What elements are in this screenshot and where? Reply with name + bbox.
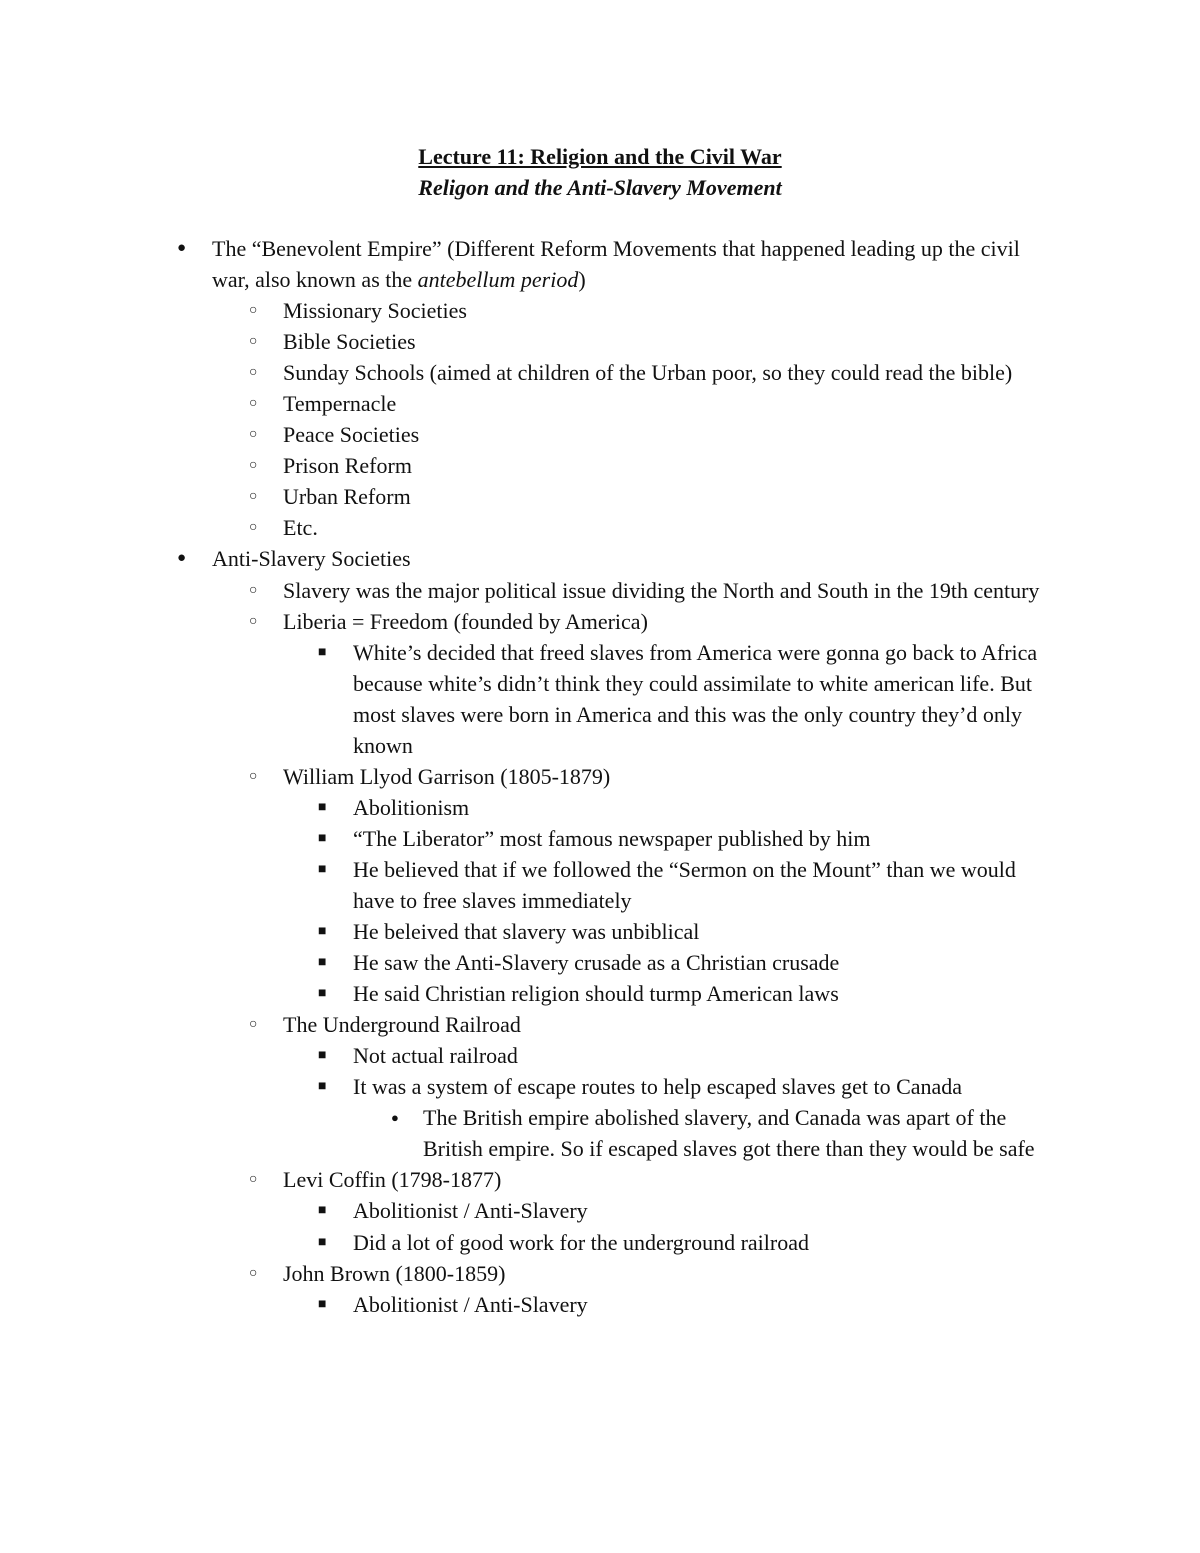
item-text: Bible Societies: [283, 329, 416, 355]
square-bullet-icon: ■: [318, 1203, 327, 1219]
filled-circle-bullet-icon: ●: [177, 550, 187, 567]
list-item: [0, 1227, 1053, 1258]
square-bullet-icon: ■: [318, 861, 327, 877]
square-bullet-icon: ■: [318, 1296, 327, 1312]
list-item: [0, 1071, 1053, 1102]
square-bullet-icon: ■: [318, 1234, 327, 1250]
item-text: Abolitionist / Anti-Slavery: [353, 1291, 588, 1317]
item-text: Abolitionist / Anti-Slavery: [353, 1198, 588, 1224]
list-item: [0, 326, 1042, 357]
item-text: Sunday Schools (aimed at children of the Urban poor, so they could read the bible): [283, 360, 1013, 386]
item-text: Missionary Societies: [283, 298, 467, 324]
hollow-circle-bullet-icon: ○: [249, 768, 258, 784]
list-item: [0, 295, 1042, 326]
item-text: He beleived that slavery was unbiblical: [353, 919, 700, 945]
item-text: Slavery was the major political issue dividing the North and South in the 19th century: [283, 577, 1040, 603]
list-item: [0, 1164, 1042, 1195]
list-item: [0, 1289, 1053, 1320]
item-text: Liberia = Freedom (founded by America): [283, 608, 648, 634]
list-item: [0, 419, 1042, 450]
hollow-circle-bullet-icon: ○: [249, 1265, 258, 1281]
list-item: [0, 947, 1053, 978]
outline-item-benevolent-empire: [0, 233, 1042, 295]
list-item: [0, 450, 1042, 481]
square-bullet-icon: ■: [318, 924, 327, 940]
item-text: It was a system of escape routes to help escaped slaves get to Canada: [353, 1074, 963, 1100]
item-text: Did a lot of good work for the underground railroad: [353, 1229, 809, 1255]
lecture-outline: [0, 233, 1200, 1320]
item-text: Abolitionism: [353, 794, 470, 820]
list-item: [0, 1009, 1042, 1040]
hollow-circle-bullet-icon: ○: [249, 520, 258, 536]
hollow-circle-bullet-icon: ○: [249, 489, 258, 505]
square-bullet-icon: ■: [318, 799, 327, 815]
hollow-circle-bullet-icon: ○: [249, 396, 258, 412]
list-item: [0, 606, 1042, 637]
item-text: The “Benevolent Empire” (Different Reform Movements that happened leading up the civil war, also known as the: [212, 236, 1020, 293]
item-text: He believed that if we followed the “Sermon on the Mount” than we would have to free slaves immediately: [353, 856, 1016, 913]
list-item: [0, 481, 1042, 512]
list-item: [0, 792, 1053, 823]
list-item: [0, 854, 1053, 916]
outline-item-anti-slavery-societies: [0, 543, 1042, 574]
item-text: Etc.: [283, 515, 318, 541]
filled-circle-bullet-icon: ●: [177, 240, 187, 256]
list-item: [0, 761, 1042, 792]
page-subtitle: Religon and the Anti-Slavery Movement: [418, 175, 782, 200]
list-item: [0, 978, 1053, 1009]
item-text: Levi Coffin (1798-1877): [283, 1167, 502, 1193]
item-text: John Brown (1800-1859): [283, 1260, 506, 1286]
hollow-circle-bullet-icon: ○: [249, 458, 258, 474]
item-text: The Underground Railroad: [283, 1012, 521, 1038]
item-text: William Llyod Garrison (1805-1879): [283, 763, 611, 789]
list-item: [0, 916, 1053, 947]
square-bullet-icon: ■: [318, 955, 327, 971]
item-text: Not actual railroad: [353, 1043, 518, 1069]
item-text: The British empire abolished slavery, and Canada was apart of the British empire. So if escaped slaves got there than they would be safe: [423, 1105, 1035, 1162]
filled-circle-bullet-icon: ●: [391, 1110, 399, 1126]
item-text: Prison Reform: [283, 453, 412, 479]
item-text-italic: antebellum period: [417, 267, 579, 293]
list-item: [0, 357, 1042, 388]
hollow-circle-bullet-icon: ○: [249, 303, 258, 319]
list-item: [0, 512, 1042, 543]
item-text: “The Liberator” most famous newspaper published by him: [353, 825, 871, 851]
item-text: He saw the Anti-Slavery crusade as a Christian crusade: [353, 950, 840, 976]
list-item: [0, 575, 1042, 606]
square-bullet-icon: ■: [318, 986, 327, 1002]
hollow-circle-bullet-icon: ○: [249, 365, 258, 381]
list-item: [0, 823, 1053, 854]
list-item: [0, 1195, 1053, 1226]
item-text: He said Christian religion should turmp American laws: [353, 981, 839, 1007]
list-item: [0, 1258, 1042, 1289]
item-text: Tempernacle: [283, 391, 397, 417]
hollow-circle-bullet-icon: ○: [249, 613, 258, 629]
list-item: [0, 1040, 1053, 1071]
list-item: [0, 388, 1042, 419]
item-text: Anti-Slavery Societies: [212, 546, 411, 572]
hollow-circle-bullet-icon: ○: [249, 427, 258, 443]
item-text: Peace Societies: [283, 422, 420, 448]
page-title: Lecture 11: Religion and the Civil War: [418, 144, 782, 169]
item-text: White’s decided that freed slaves from America were gonna go back to Africa because white’s didn’t think they could assimilate to white american life. But most slaves were born in America and this was the only country they’d only known: [353, 639, 1038, 758]
list-item: [0, 1102, 1053, 1164]
item-text: ): [578, 267, 586, 293]
square-bullet-icon: ■: [318, 644, 327, 660]
hollow-circle-bullet-icon: ○: [249, 1172, 258, 1188]
hollow-circle-bullet-icon: ○: [249, 334, 258, 350]
list-item: [0, 637, 1053, 761]
square-bullet-icon: ■: [318, 1079, 327, 1095]
hollow-circle-bullet-icon: ○: [249, 1017, 258, 1033]
square-bullet-icon: ■: [318, 830, 327, 846]
item-text: Urban Reform: [283, 484, 411, 510]
hollow-circle-bullet-icon: ○: [249, 582, 258, 598]
square-bullet-icon: ■: [318, 1048, 327, 1064]
